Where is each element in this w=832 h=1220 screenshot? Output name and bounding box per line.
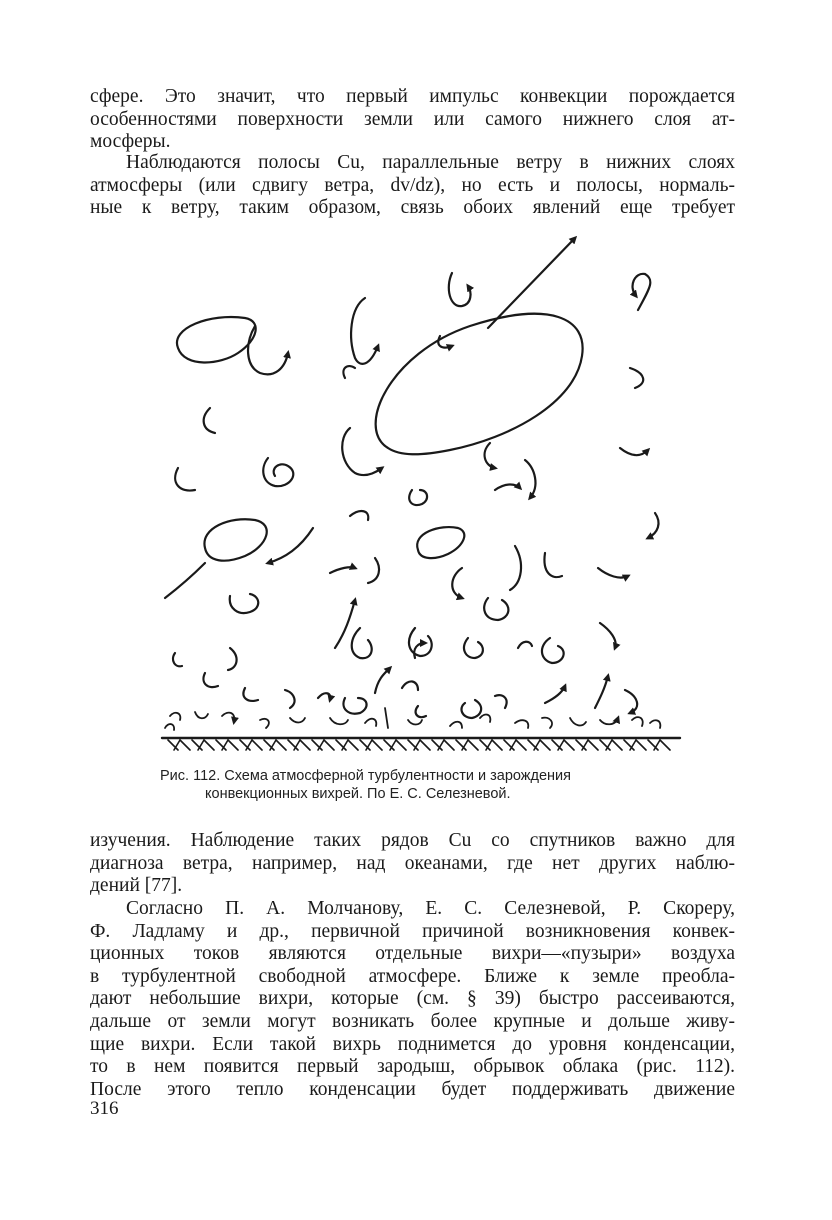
text-line: в турбулентной свободной атмосфере. Ближе к земле преобла- (90, 965, 735, 987)
large-eddy (376, 238, 583, 454)
text-line: особенностями поверхности земли или самого нижнего слоя ат- (90, 108, 735, 130)
text-line: ные к ветру, таким образом, связь обоих явлений еще требует (90, 197, 735, 219)
text-line: атмосферы (или сдвигу ветра, dv/dz), но есть и полосы, нормаль- (90, 174, 735, 196)
text-line: Наблюдаются полосы Cu, параллельные ветру в нижних слоях (126, 152, 735, 173)
turbulence-diagram (150, 228, 690, 758)
text-line: то в нем появится первый зародыш, обрывок облака (рис. 112). (90, 1056, 735, 1078)
paragraph-study (90, 830, 735, 898)
middle-eddies (173, 546, 628, 670)
text-line: Согласно П. А. Молчанову, Е. С. Селезневой, Р. Скореру, (126, 898, 735, 919)
ground-eddies (165, 708, 660, 730)
figure-caption-line2: конвекционных вихрей. По Е. С. Селезневой. (205, 786, 511, 802)
text-line: сфере. Это значит, что первый импульс конвекции порождается (90, 86, 735, 107)
text-line: дают небольшие вихри, которые (см. § 39) быстро рассеиваются, (90, 988, 735, 1010)
text-line: диагноза ветра, например, над океанами, где нет других наблю- (90, 852, 735, 874)
paragraph-top (90, 86, 735, 154)
text-line: ционных токов являются отдельные вихри—«пузыри» воздуха (90, 943, 735, 965)
text-line: Ф. Ладламу и др., первичной причиной возникновения конвек- (90, 920, 735, 942)
turbulence-figure (150, 228, 690, 758)
text-line: дений [77]. (90, 875, 183, 897)
lower-eddies (203, 668, 637, 718)
upper-eddies (175, 273, 658, 538)
medium-eddies (165, 317, 464, 598)
text-line: дальше от земли могут возникать более крупные и дольше живу- (90, 1010, 735, 1032)
text-line: щие вихри. Если такой вихрь поднимется до уровня конденсации, (90, 1033, 735, 1055)
page-number: 316 (90, 1098, 119, 1119)
text-line: изучения. Наблюдение таких рядов Cu со спутников важно для (90, 830, 735, 851)
text-line: мосферы. (90, 131, 171, 153)
text-line: После этого тепло конденсации будет поддерживать движение (90, 1078, 735, 1100)
paragraph-cu-bands (90, 152, 735, 220)
ground-surface (162, 738, 680, 750)
paragraph-convection (90, 898, 735, 1101)
figure-caption-line1: Рис. 112. Схема атмосферной турбулентности и зарождения (160, 768, 571, 784)
